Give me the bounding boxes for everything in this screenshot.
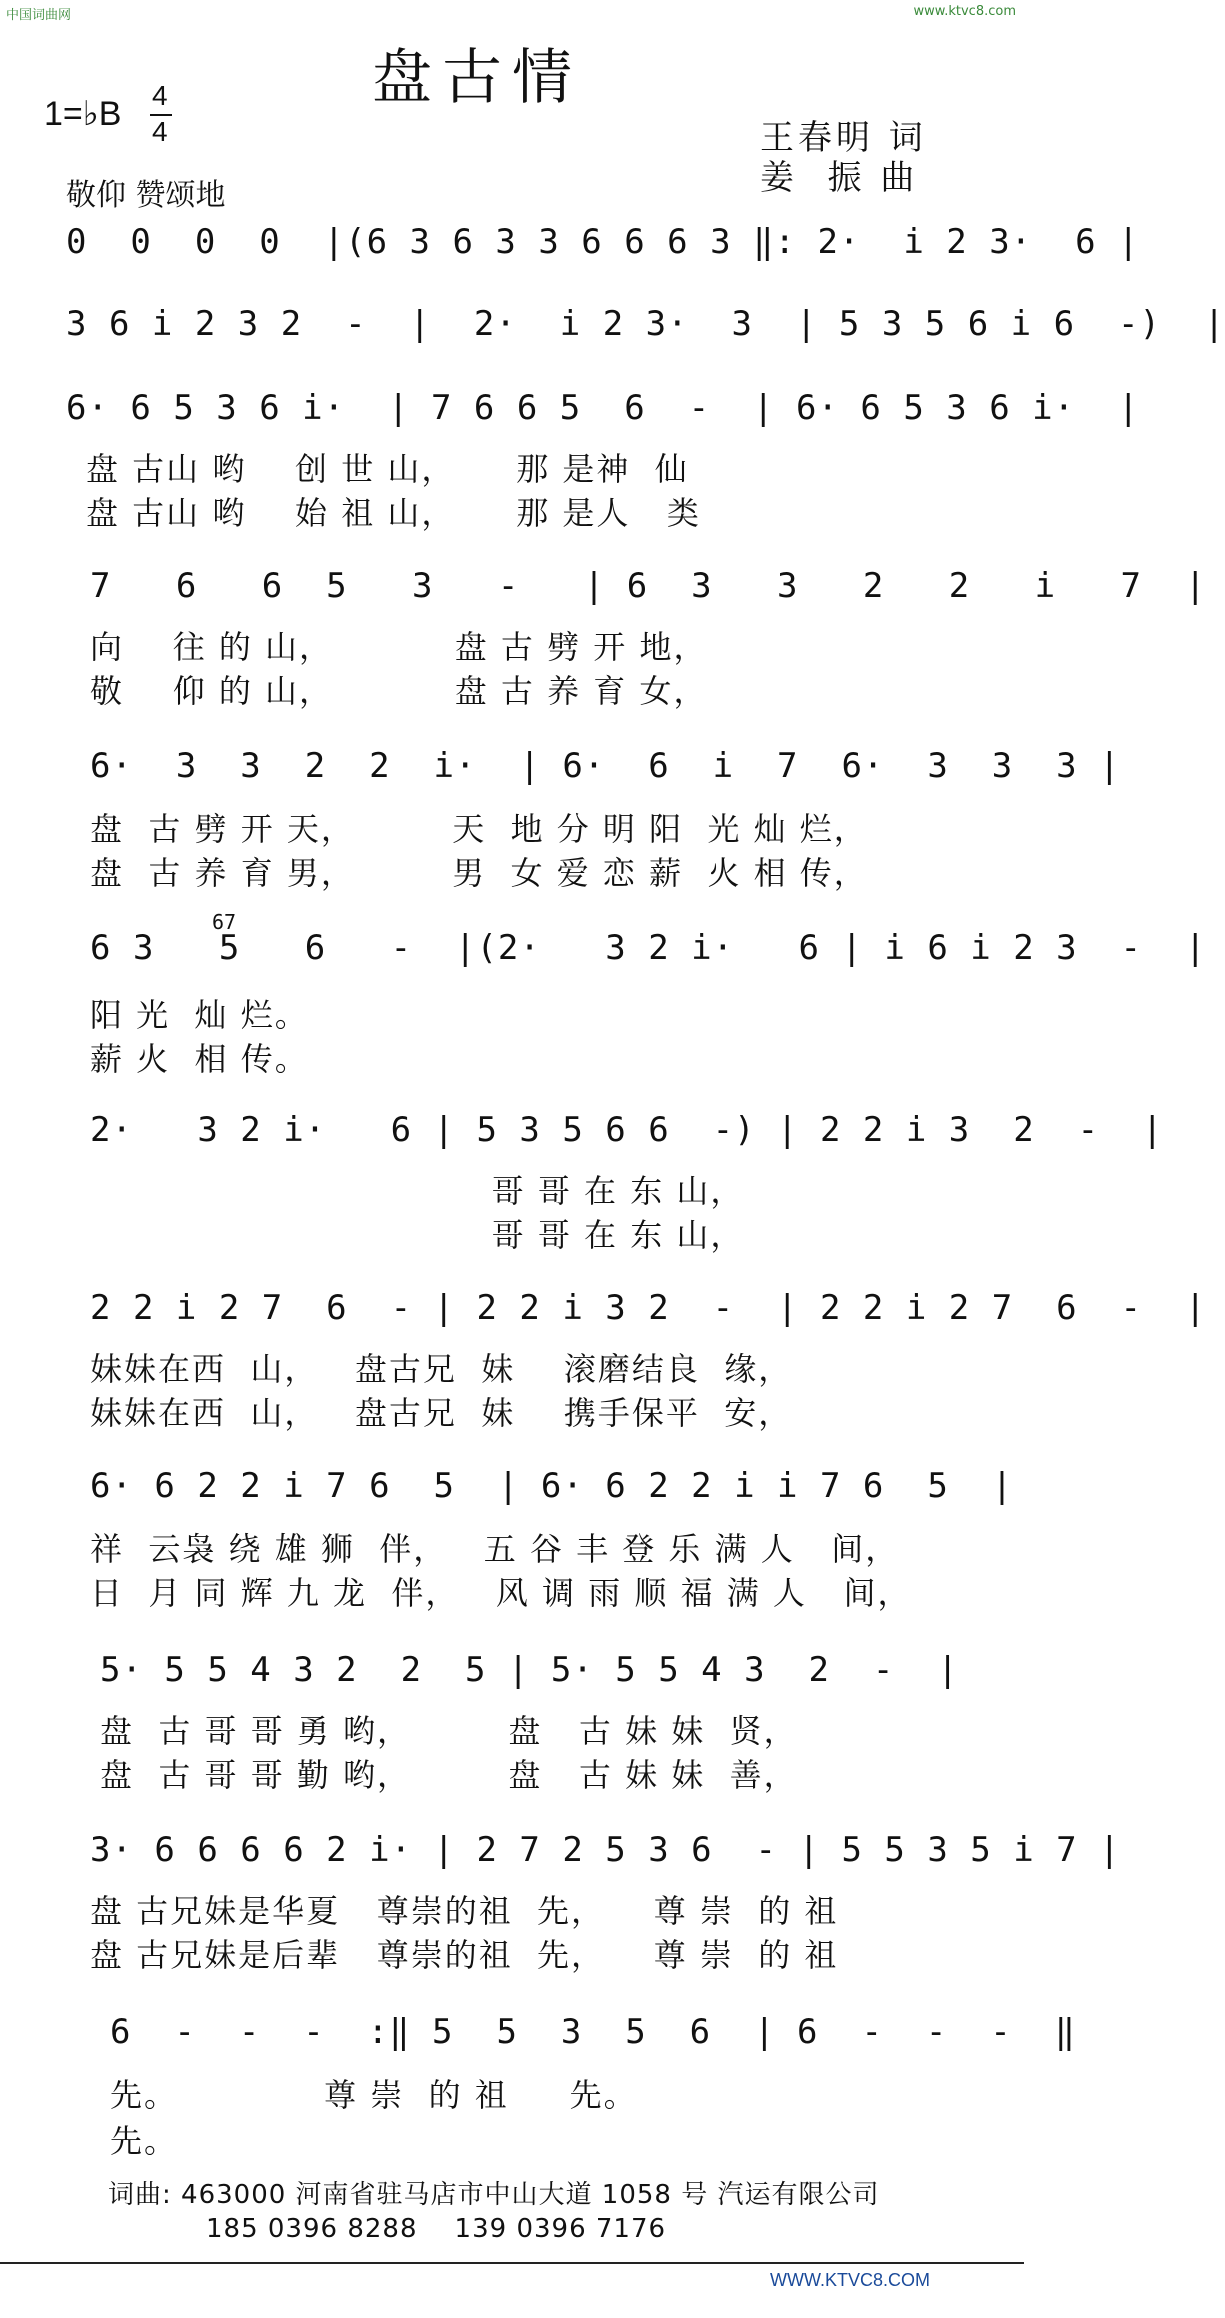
score-row-7-lyric-1: 哥 哥 在 东 山， [90, 1172, 745, 1210]
lyricist-credit: 王春明 词 [760, 118, 927, 158]
composer-credit: 姜 振 曲 [760, 158, 919, 198]
score-row-11-lyric-1: 盘 古兄妹是华夏 尊崇的祖 先， 尊 崇 的 祖 [90, 1892, 839, 1930]
score-row-12-lyric-2: 先。 [110, 2122, 179, 2160]
grace-note: 67 [212, 910, 237, 934]
score-row-11-lyric-2: 盘 古兄妹是后辈 尊崇的祖 先， 尊 崇 的 祖 [90, 1936, 839, 1974]
score-row-9-lyric-1: 祥 云袅 绕 雄 狮 伴， 五 谷 丰 登 乐 满 人 间， [90, 1530, 900, 1568]
score-row-11-notes: 3· 6 6 6 6 2 i· | 2 7 2 5 3 6 - | 5 5 3 5 i 7 | [90, 1830, 1121, 1870]
score-row-4-notes: 7 6 6 5 3 - | 6 3 3 2 2 i 7 | [90, 566, 1207, 606]
score-row-10-lyric-2: 盘 古 哥 哥 勤 哟， 盘 古 妹 妹 善， [100, 1756, 798, 1794]
footer-watermark: WWW.KTVC8.COM [770, 2270, 930, 2290]
score-row-9-lyric-2: 日 月 同 辉 九 龙 伴， 风 调 雨 顺 福 满 人 间， [90, 1574, 912, 1612]
time-signature-bottom: 4 [152, 116, 168, 147]
score-row-12-lyric-1: 先。 尊 崇 的 祖 先。 [110, 2076, 638, 2114]
score-row-1-notes: 0 0 0 0 |(6 3 6 3 3 6 6 6 3 ‖: 2· i 2 3· 6 | [66, 222, 1140, 262]
song-title: 盘古情 [372, 43, 582, 113]
footer-contact-phones: 185 0396 8288 139 0396 7176 [206, 2214, 667, 2244]
footer-divider [0, 2262, 1024, 2264]
score-row-7-lyric-2: 哥 哥 在 东 山， [90, 1216, 745, 1254]
score-row-2-notes: 3 6 i 2 3 2 - | 2· i 2 3· 3 | 5 3 5 6 i 6 -) | [66, 304, 1225, 344]
score-row-8-lyric-1: 妹妹在西 山， 盘古兄 妹 滚磨结良 缘， [90, 1350, 793, 1388]
score-row-5-lyric-2: 盘 古 养 育 男， 男 女 爱 恋 薪 火 相 传， [90, 854, 868, 892]
watermark-top-left: 中国词曲网 [6, 8, 72, 23]
score-row-3-lyric-2: 盘 古山 哟 始 祖 山， 那 是人 类 [86, 494, 701, 532]
score-row-6-lyric-1: 阳 光 灿 烂。 [90, 996, 309, 1034]
watermark-top-right: www.ktvc8.com [913, 4, 1016, 19]
score-row-3-lyric-1: 盘 古山 哟 创 世 山， 那 是神 仙 [86, 450, 689, 488]
score-row-6-notes: 6 3 5 6 - |(2· 3 2 i· 6 | i 6 i 2 3 - | [90, 928, 1207, 968]
score-row-7-notes: 2· 3 2 i· 6 | 5 3 5 6 6 -) | 2 2 i 3 2 - | [90, 1110, 1164, 1150]
score-row-6-lyric-2: 薪 火 相 传。 [90, 1040, 309, 1078]
score-row-10-lyric-1: 盘 古 哥 哥 勇 哟， 盘 古 妹 妹 贤， [100, 1712, 798, 1750]
time-signature-top: 4 [152, 80, 168, 111]
score-row-4-lyric-1: 向 往 的 山， 盘 古 劈 开 地， [90, 628, 708, 666]
key-signature: 1=♭B [44, 95, 122, 133]
score-row-4-lyric-2: 敬 仰 的 山， 盘 古 养 育 女， [90, 672, 708, 710]
score-row-5-notes: 6· 3 3 2 2 i· | 6· 6 i 7 6· 3 3 3 | [90, 746, 1121, 786]
score-row-9-notes: 6· 6 2 2 i 7 6 5 | 6· 6 2 2 i i 7 6 5 | [90, 1466, 1014, 1506]
tempo-marking: 敬仰 赞颂地 [66, 178, 226, 213]
score-row-8-notes: 2 2 i 2 7 6 - | 2 2 i 3 2 - | 2 2 i 2 7 6 - | [90, 1288, 1207, 1328]
footer-contact-address: 词曲: 463000 河南省驻马店市中山大道 1058 号 汽运有限公司 [108, 2180, 880, 2210]
score-row-10-notes: 5· 5 5 4 3 2 2 5 | 5· 5 5 4 3 2 - | [100, 1650, 959, 1690]
score-row-12-notes: 6 - - - :‖ 5 5 3 5 6 | 6 - - - ‖ [110, 2012, 1077, 2052]
score-row-8-lyric-2: 妹妹在西 山， 盘古兄 妹 携手保平 安， [90, 1394, 793, 1432]
score-row-5-lyric-1: 盘 古 劈 开 天， 天 地 分 明 阳 光 灿 烂， [90, 810, 868, 848]
score-row-3-notes: 6· 6 5 3 6 i· | 7 6 6 5 6 - | 6· 6 5 3 6 i· | [66, 388, 1140, 428]
